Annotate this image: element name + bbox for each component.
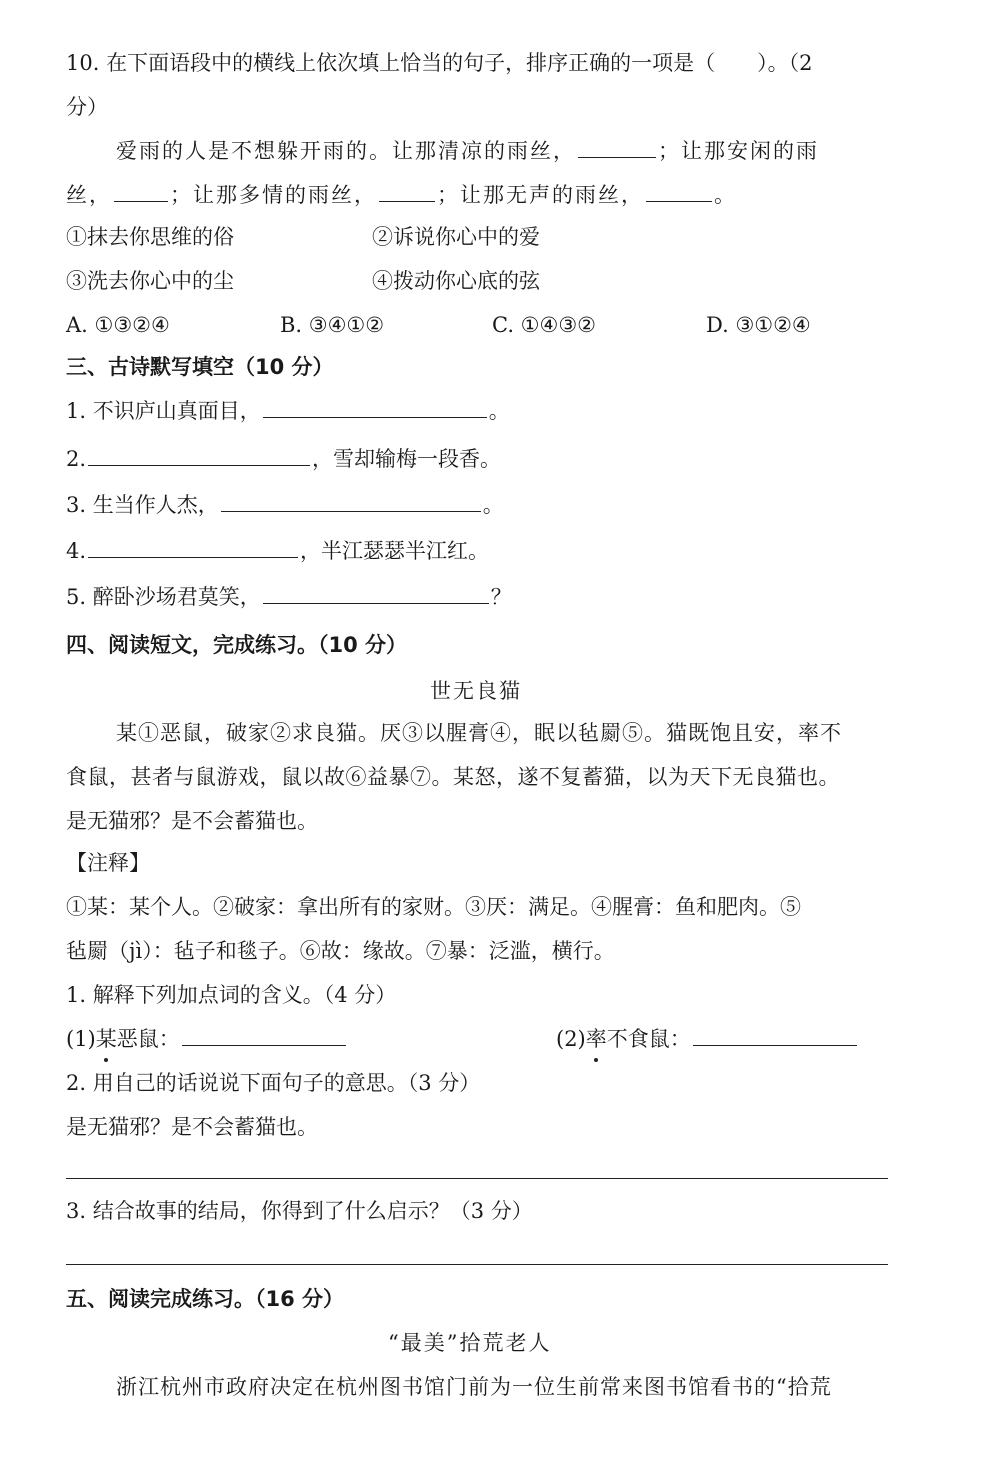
- poem-text: 。: [482, 493, 504, 517]
- passage-text: ；让那安闲的雨: [658, 139, 819, 163]
- notes-line-2: 毡罽（jì）：毡子和毯子。⑥故：缘故。⑦暴：泛滥，横行。: [66, 939, 615, 963]
- dotted-word: 率: [586, 1024, 607, 1054]
- fill-blank[interactable]: [646, 181, 712, 202]
- notes-heading: 【注释】: [66, 851, 150, 875]
- q10-choice-c[interactable]: C. ①④③②: [492, 313, 596, 337]
- answer-line[interactable]: [66, 1178, 888, 1179]
- question-1-part-1: [66, 1024, 348, 1054]
- fill-blank[interactable]: [88, 445, 310, 466]
- poem-line-5: [66, 582, 512, 612]
- passage-line-3: 是无猫邪？是不会蓄猫也。: [66, 809, 318, 833]
- passage-text: 。: [714, 183, 737, 207]
- poem-line-4: [66, 536, 489, 566]
- passage-line-1: 某①恶鼠，破家②求良猫。厌③以腥膏④，眠以毡罽⑤。猫既饱且安，率不: [116, 721, 842, 745]
- poem-text: ，雪却输梅一段香。: [312, 447, 502, 471]
- passage-line-2: 食鼠，甚者与鼠游戏，鼠以故⑥益暴⑦。某怒，遂不复蓄猫，以为天下无良猫也。: [66, 765, 840, 789]
- fill-blank[interactable]: [88, 537, 298, 558]
- passage-text: 爱雨的人是不想躲开雨的。让那清凉的雨丝，: [116, 139, 576, 163]
- question-1: 1. 解释下列加点词的含义。（4 分）: [66, 983, 397, 1007]
- passage-text: ；让那无声的雨丝，: [437, 183, 644, 207]
- fill-blank[interactable]: [221, 491, 481, 512]
- passage-text: 丝，: [66, 183, 112, 207]
- q10-passage-line1: [116, 136, 819, 166]
- passage-line-1: 浙江杭州市政府决定在杭州图书馆门前为一位生前常来图书馆看书的“拾荒: [116, 1375, 832, 1399]
- dotted-word: 某: [96, 1024, 117, 1054]
- passage-title: “最美”拾荒老人: [388, 1331, 552, 1355]
- q10-option-4: ④拨动你心底的弦: [372, 269, 540, 293]
- poem-text: 。: [488, 399, 510, 423]
- question-3: 3. 结合故事的结局，你得到了什么启示？（3 分）: [66, 1199, 533, 1223]
- question-2: 2. 用自己的话说说下面句子的意思。（3 分）: [66, 1071, 481, 1095]
- q10-choice-b[interactable]: B. ③④①②: [280, 313, 385, 337]
- fill-blank[interactable]: [578, 137, 656, 158]
- passage-title: 世无良猫: [430, 679, 522, 703]
- poem-text: 1. 不识庐山真面目，: [66, 399, 261, 423]
- q10-passage-line2: [66, 180, 737, 210]
- answer-blank[interactable]: [182, 1025, 346, 1046]
- poem-text: 5. 醉卧沙场君莫笑，: [66, 585, 261, 609]
- poem-text: 2.: [66, 447, 87, 471]
- answer-blank[interactable]: [693, 1025, 857, 1046]
- section-5-heading: 五、阅读完成练习。（16 分）: [66, 1287, 345, 1311]
- fill-blank[interactable]: [379, 181, 435, 202]
- passage-text: ；让那多情的雨丝，: [170, 183, 377, 207]
- poem-text: 3. 生当作人杰，: [66, 493, 219, 517]
- poem-text: ，半江瑟瑟半江红。: [300, 539, 490, 563]
- poem-line-2: [66, 444, 501, 474]
- q10-choice-d[interactable]: D. ③①②④: [706, 313, 811, 337]
- part-number: (2): [556, 1027, 586, 1051]
- part-text: 不食鼠：: [606, 1027, 691, 1051]
- poem-line-1: [66, 396, 510, 426]
- poem-text: ？: [490, 585, 512, 609]
- fill-blank[interactable]: [263, 583, 489, 604]
- notes-line-1: ①某：某个人。②破家：拿出所有的家财。③厌：满足。④腥膏：鱼和肥肉。⑤: [66, 895, 801, 919]
- q10-stem-line1: 10. 在下面语段中的横线上依次填上恰当的句子，排序正确的一项是（ ）。（2: [66, 51, 813, 75]
- q10-option-3: ③洗去你心中的尘: [66, 269, 234, 293]
- q10-choice-a[interactable]: A. ①③②④: [66, 313, 170, 337]
- q10-option-1: ①抹去你思维的俗: [66, 225, 234, 249]
- fill-blank[interactable]: [114, 181, 168, 202]
- answer-line[interactable]: [66, 1264, 888, 1265]
- fill-blank[interactable]: [263, 397, 487, 418]
- question-2-sentence: 是无猫邪？是不会蓄猫也。: [66, 1115, 318, 1139]
- poem-text: 4.: [66, 539, 87, 563]
- section-4-heading: 四、阅读短文，完成练习。（10 分）: [66, 633, 408, 657]
- part-number: (1): [66, 1027, 96, 1051]
- question-1-part-2: [556, 1024, 859, 1054]
- section-3-heading: 三、古诗默写填空（10 分）: [66, 355, 334, 379]
- part-text: 恶鼠：: [116, 1027, 180, 1051]
- poem-line-3: [66, 490, 504, 520]
- q10-option-2: ②诉说你心中的爱: [372, 225, 540, 249]
- q10-stem-line2: 分）: [66, 95, 108, 119]
